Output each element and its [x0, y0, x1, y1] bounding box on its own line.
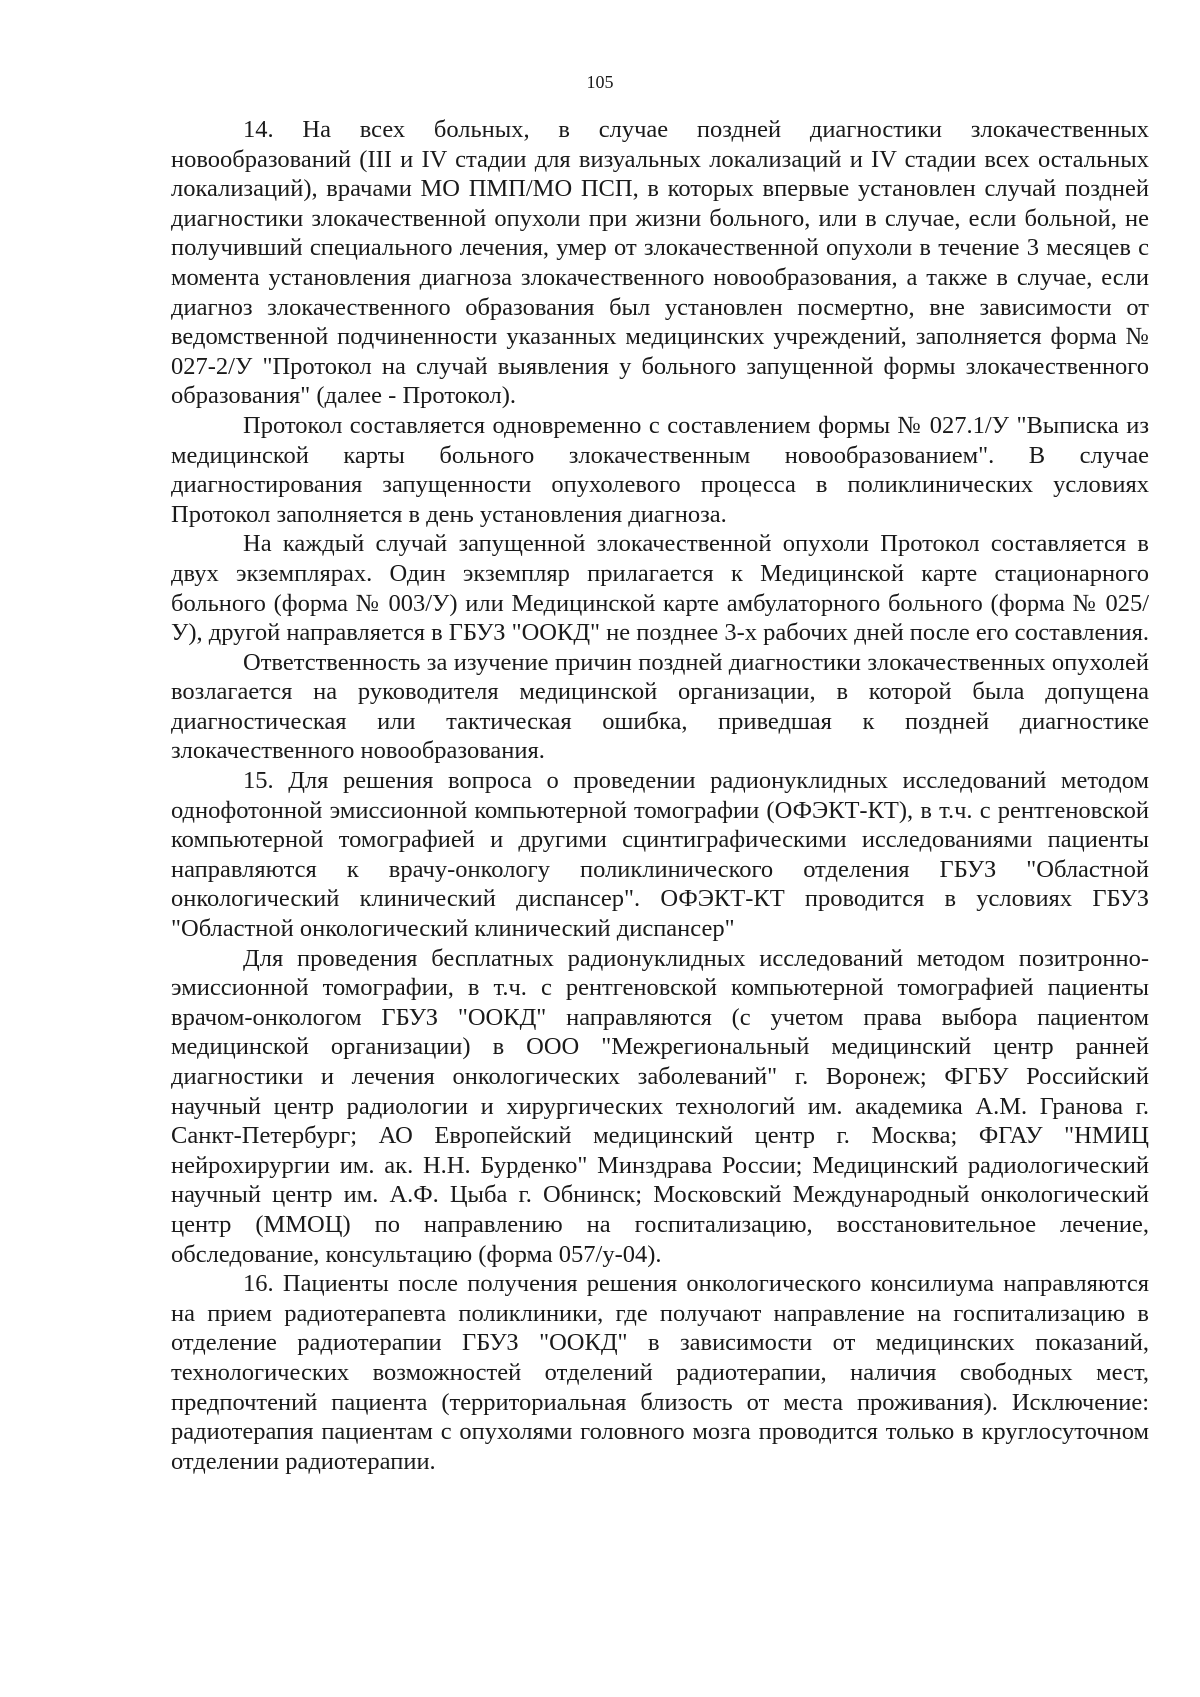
paragraph-protocol: Протокол составляется одновременно с составлением формы № 027.1/У "Выписка из медицинской карты больного злокачественным новообразованием". В случае диагностирования запущенности опухолевого процесса в поликлинических условиях Протокол заполняется в день установления диагноза. [171, 411, 1149, 528]
document-body [171, 115, 1149, 1476]
paragraph-15: 15. Для решения вопроса о проведении радионуклидных исследований методом однофотонной эмиссионной компьютерной томографии (ОФЭКТ-КТ), в т.ч. с рентгеновской компьютерной томографией и другими сцинтиграфическими исследованиями пациенты направляются к врачу-онкологу поликлинического отделения ГБУЗ "Областной онкологический клинический диспансер". ОФЭКТ-КТ проводится в условиях ГБУЗ "Областной онкологический клинический диспансер" [171, 767, 1149, 943]
paragraph-pet: Для проведения бесплатных радионуклидных исследований методом позитронно-эмиссионной томографии, в т.ч. с рентгеновской компьютерной томографией пациенты врачом-онкологом ГБУЗ "ООКД" направляются (с учетом права выбора пациентом медицинской организации) в ООО "Межрегиональный медицинский центр ранней диагностики и лечения онкологических заболеваний" г. Воронеж; ФГБУ Российский научный центр радиологии и хирургических технологий им. академика А.М. Гранова г. Санкт-Петербург; АО Европейский медицинский центр г. Москва; ФГАУ "НМИЦ нейрохирургии им. ак. Н.Н. Бурденко" Минздрава России; Медицинский радиологический научный центр им. А.Ф. Цыба г. Обнинск; Московский Международный онкологический центр (ММОЦ) по направлению на госпитализацию, восстановительное лечение, обследование, консультацию (форма 057/у-04). [171, 944, 1149, 1268]
page-number: 105 [586, 72, 614, 92]
paragraph-copies: На каждый случай запущенной злокачественной опухоли Протокол составляется в двух экземплярах. Один экземпляр прилагается к Медицинской карте стационарного больного (форма № 003/У) или Медицинской карте амбулаторного больного (форма № 025/У), другой направляется в ГБУЗ "ООКД" не позднее 3-х рабочих дней после его составления. [171, 530, 1150, 647]
paragraph-16: 16. Пациенты после получения решения онкологического консилиума направляются на прием радиотерапевта поликлиники, где получают направление на госпитализацию в отделение радиотерапии ГБУЗ "ООКД" в зависимости от медицинских показаний, технологических возможностей отделений радиотерапии, наличия свободных мест, предпочтений пациента (территориальная близость от места проживания). Исключение: радиотерапия пациентам с опухолями головного мозга проводится только в круглосуточном отделении радиотерапии. [171, 1270, 1149, 1475]
paragraph-14: 14. На всех больных, в случае поздней диагностики злокачественных новообразований (III и IV стадии для визуальных локализаций и IV стадии всех остальных локализаций), врачами МО ПМП/МО ПСП, в которых впервые установлен случай поздней диагностики злокачественной опухоли при жизни больного, или в случае, если больной, не получивший специального лечения, умер от злокачественной опухоли в течение 3 месяцев с момента установления диагноза злокачественного новообразования, а также в случае, если диагноз злокачественного образования был установлен посмертно, вне зависимости от ведомственной подчиненности указанных медицинских учреждений, заполняется форма № 027-2/У "Протокол на случай выявления у больного запущенной формы злокачественного образования" (далее - Протокол). [171, 116, 1149, 410]
paragraph-responsibility: Ответственность за изучение причин поздней диагностики злокачественных опухолей возлагается на руководителя медицинской организации, в которой была допущена диагностическая или тактическая ошибка, приведшая к поздней диагностике злокачественного новообразования. [171, 648, 1149, 765]
